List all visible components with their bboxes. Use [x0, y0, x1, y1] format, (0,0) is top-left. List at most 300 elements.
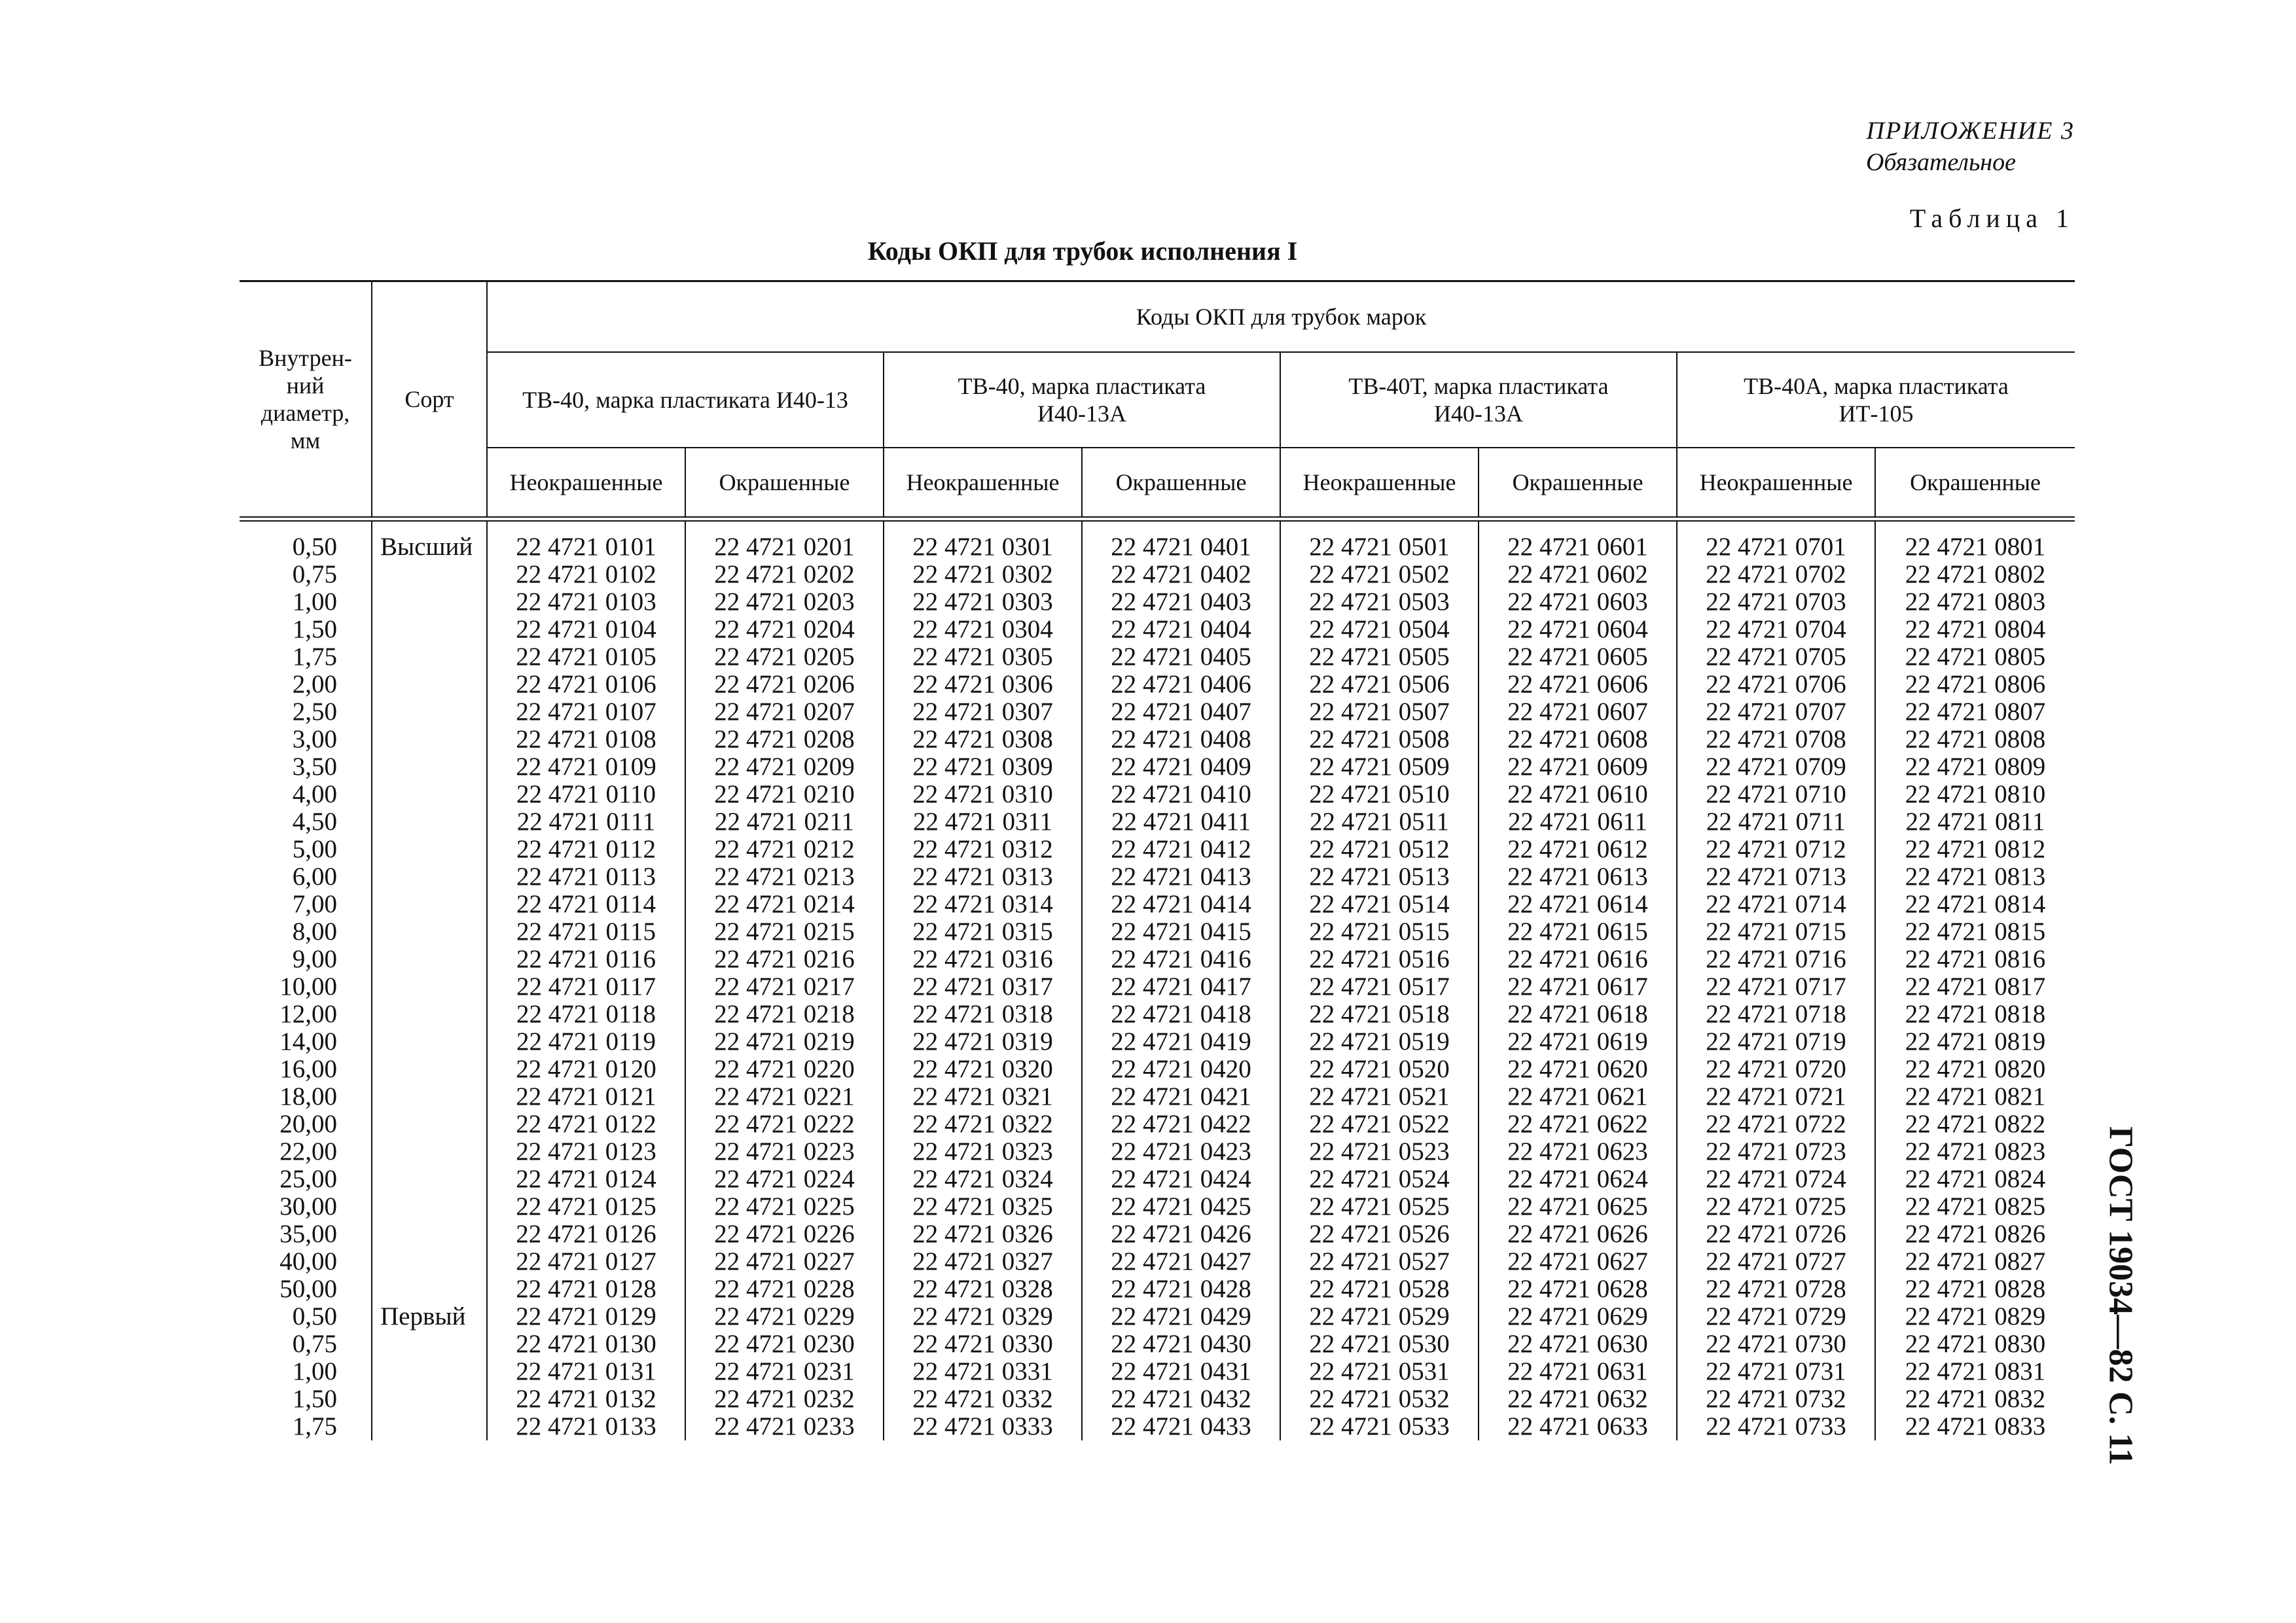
okp-code-cell: 22 4721 0230	[685, 1330, 884, 1358]
diameter-cell: 35,00	[279, 1220, 337, 1248]
table-row	[240, 891, 2075, 918]
grade-cell	[372, 1111, 487, 1138]
okp-code-cell: 22 4721 0418	[1082, 1001, 1280, 1028]
okp-code-cell: 22 4721 0701	[1677, 521, 1875, 561]
okp-code-cell: 22 4721 0630	[1479, 1330, 1677, 1358]
table-row	[240, 698, 2075, 726]
okp-code-cell: 22 4721 0720	[1677, 1056, 1875, 1083]
okp-code-cell: 22 4721 0719	[1677, 1028, 1875, 1056]
okp-code-cell: 22 4721 0424	[1082, 1166, 1280, 1193]
okp-code-cell: 22 4721 0430	[1082, 1330, 1280, 1358]
okp-code-cell: 22 4721 0710	[1677, 781, 1875, 808]
okp-code-cell: 22 4721 0429	[1082, 1303, 1280, 1330]
okp-code-cell: 22 4721 0125	[487, 1193, 685, 1221]
okp-code-cell: 22 4721 0312	[884, 836, 1082, 863]
okp-code-cell: 22 4721 0422	[1082, 1111, 1280, 1138]
diameter-cell: 12,00	[279, 1000, 337, 1028]
table-title: Коды ОКП для трубок исполнения I	[867, 236, 1298, 266]
grade-cell	[372, 1028, 487, 1056]
okp-code-cell: 22 4721 0401	[1082, 521, 1280, 561]
okp-code-cell: 22 4721 0531	[1280, 1358, 1479, 1385]
okp-code-cell: 22 4721 0118	[487, 1001, 685, 1028]
okp-code-cell: 22 4721 0110	[487, 781, 685, 808]
okp-code-cell: 22 4721 0104	[487, 616, 685, 643]
okp-code-cell: 22 4721 0521	[1280, 1083, 1479, 1111]
okp-code-cell: 22 4721 0722	[1677, 1111, 1875, 1138]
okp-code-cell: 22 4721 0515	[1280, 918, 1479, 946]
table-row	[240, 726, 2075, 753]
okp-code-cell: 22 4721 0815	[1875, 918, 2075, 946]
grade-cell	[372, 616, 487, 643]
grade-cell	[372, 698, 487, 726]
okp-code-cell: 22 4721 0621	[1479, 1083, 1677, 1111]
table-row	[240, 1330, 2075, 1358]
side-label	[2085, 1126, 2157, 1466]
okp-code-cell: 22 4721 0517	[1280, 973, 1479, 1001]
okp-code-cell: 22 4721 0733	[1677, 1413, 1875, 1440]
okp-code-cell: 22 4721 0812	[1875, 836, 2075, 863]
header-group: Коды ОКП для трубок марок	[487, 281, 2075, 353]
okp-code-cell: 22 4721 0232	[685, 1385, 884, 1413]
okp-code-cell: 22 4721 0112	[487, 836, 685, 863]
okp-code-cell: 22 4721 0227	[685, 1248, 884, 1275]
grade-cell	[372, 1193, 487, 1221]
okp-code-cell: 22 4721 0326	[884, 1221, 1082, 1248]
table-row	[240, 1083, 2075, 1111]
okp-code-cell: 22 4721 0727	[1677, 1248, 1875, 1275]
okp-code-cell: 22 4721 0206	[685, 671, 884, 698]
diameter-cell: 0,75	[292, 560, 337, 588]
okp-code-cell: 22 4721 0128	[487, 1275, 685, 1303]
okp-codes-table	[240, 280, 2075, 1440]
grade-cell	[372, 918, 487, 946]
okp-code-cell: 22 4721 0333	[884, 1413, 1082, 1440]
diameter-cell: 20,00	[279, 1110, 337, 1138]
okp-code-cell: 22 4721 0717	[1677, 973, 1875, 1001]
okp-code-cell: 22 4721 0813	[1875, 863, 2075, 891]
okp-code-cell: 22 4721 0831	[1875, 1358, 2075, 1385]
okp-code-cell: 22 4721 0320	[884, 1056, 1082, 1083]
okp-code-cell: 22 4721 0122	[487, 1111, 685, 1138]
okp-code-cell: 22 4721 0833	[1875, 1413, 2075, 1440]
okp-code-cell: 22 4721 0811	[1875, 808, 2075, 836]
table-row	[240, 1248, 2075, 1275]
okp-code-cell: 22 4721 0421	[1082, 1083, 1280, 1111]
table-header	[240, 281, 2075, 518]
okp-code-cell: 22 4721 0123	[487, 1138, 685, 1166]
diameter-cell: 50,00	[279, 1275, 337, 1303]
table-row	[240, 836, 2075, 863]
okp-code-cell: 22 4721 0628	[1479, 1275, 1677, 1303]
okp-code-cell: 22 4721 0305	[884, 643, 1082, 671]
grade-cell	[372, 1385, 487, 1413]
table-row	[240, 753, 2075, 781]
okp-code-cell: 22 4721 0802	[1875, 561, 2075, 588]
okp-code-cell: 22 4721 0629	[1479, 1303, 1677, 1330]
okp-code-cell: 22 4721 0223	[685, 1138, 884, 1166]
diameter-cell: 3,50	[292, 753, 337, 781]
okp-code-cell: 22 4721 0827	[1875, 1248, 2075, 1275]
grade-cell	[372, 1330, 487, 1358]
okp-code-cell: 22 4721 0604	[1479, 616, 1677, 643]
okp-code-cell: 22 4721 0633	[1479, 1413, 1677, 1440]
okp-code-cell: 22 4721 0310	[884, 781, 1082, 808]
okp-code-cell: 22 4721 0711	[1677, 808, 1875, 836]
okp-code-cell: 22 4721 0704	[1677, 616, 1875, 643]
okp-code-cell: 22 4721 0225	[685, 1193, 884, 1221]
okp-code-cell: 22 4721 0709	[1677, 753, 1875, 781]
grade-cell	[372, 946, 487, 973]
diameter-cell: 1,50	[292, 1385, 337, 1413]
table-row	[240, 1138, 2075, 1166]
table-row	[240, 1193, 2075, 1221]
diameter-cell: 2,00	[292, 670, 337, 698]
table-row	[240, 671, 2075, 698]
okp-code-cell: 22 4721 0610	[1479, 781, 1677, 808]
header-diameter: Внутрен- ний диаметр, мм	[240, 281, 372, 518]
okp-code-cell: 22 4721 0103	[487, 588, 685, 616]
okp-code-cell: 22 4721 0106	[487, 671, 685, 698]
okp-code-cell: 22 4721 0307	[884, 698, 1082, 726]
diameter-cell: 1,75	[292, 1412, 337, 1440]
diameter-cell: 5,00	[292, 835, 337, 863]
okp-code-cell: 22 4721 0411	[1082, 808, 1280, 836]
table-row	[240, 973, 2075, 1001]
okp-code-cell: 22 4721 0324	[884, 1166, 1082, 1193]
okp-code-cell: 22 4721 0228	[685, 1275, 884, 1303]
diameter-cell: 22,00	[279, 1137, 337, 1166]
okp-code-cell: 22 4721 0426	[1082, 1221, 1280, 1248]
grade-cell	[372, 1358, 487, 1385]
diameter-cell: 3,00	[292, 725, 337, 753]
grade-cell: Первый	[372, 1303, 487, 1330]
okp-code-cell: 22 4721 0220	[685, 1056, 884, 1083]
okp-code-cell: 22 4721 0201	[685, 521, 884, 561]
okp-code-cell: 22 4721 0302	[884, 561, 1082, 588]
okp-code-cell: 22 4721 0412	[1082, 836, 1280, 863]
grade-cell	[372, 1001, 487, 1028]
okp-code-cell: 22 4721 0129	[487, 1303, 685, 1330]
okp-code-cell: 22 4721 0821	[1875, 1083, 2075, 1111]
okp-code-cell: 22 4721 0417	[1082, 973, 1280, 1001]
okp-code-cell: 22 4721 0826	[1875, 1221, 2075, 1248]
okp-code-cell: 22 4721 0702	[1677, 561, 1875, 588]
okp-code-cell: 22 4721 0431	[1082, 1358, 1280, 1385]
okp-code-cell: 22 4721 0408	[1082, 726, 1280, 753]
table-number: Таблица 1	[1909, 204, 2075, 233]
okp-code-cell: 22 4721 0317	[884, 973, 1082, 1001]
okp-code-cell: 22 4721 0306	[884, 671, 1082, 698]
diameter-cell: 10,00	[279, 972, 337, 1001]
okp-code-cell: 22 4721 0416	[1082, 946, 1280, 973]
okp-code-cell: 22 4721 0503	[1280, 588, 1479, 616]
okp-code-cell: 22 4721 0213	[685, 863, 884, 891]
okp-code-cell: 22 4721 0713	[1677, 863, 1875, 891]
diameter-cell: 1,00	[292, 588, 337, 616]
okp-code-cell: 22 4721 0327	[884, 1248, 1082, 1275]
table-row	[240, 863, 2075, 891]
okp-code-cell: 22 4721 0131	[487, 1358, 685, 1385]
okp-code-cell: 22 4721 0116	[487, 946, 685, 973]
table-row	[240, 946, 2075, 973]
okp-code-cell: 22 4721 0321	[884, 1083, 1082, 1111]
okp-code-cell: 22 4721 0829	[1875, 1303, 2075, 1330]
okp-code-cell: 22 4721 0331	[884, 1358, 1082, 1385]
grade-cell	[372, 561, 487, 588]
okp-code-cell: 22 4721 0205	[685, 643, 884, 671]
grade-cell	[372, 808, 487, 836]
header-painted: Окрашенные	[1875, 448, 2075, 517]
header-unpainted: Неокрашенные	[884, 448, 1082, 517]
diameter-cell: 1,75	[292, 643, 337, 671]
okp-code-cell: 22 4721 0402	[1082, 561, 1280, 588]
okp-code-cell: 22 4721 0602	[1479, 561, 1677, 588]
okp-code-cell: 22 4721 0625	[1479, 1193, 1677, 1221]
grade-cell	[372, 1221, 487, 1248]
okp-code-cell: 22 4721 0127	[487, 1248, 685, 1275]
okp-code-cell: 22 4721 0814	[1875, 891, 2075, 918]
table-row	[240, 561, 2075, 588]
okp-code-cell: 22 4721 0513	[1280, 863, 1479, 891]
okp-code-cell: 22 4721 0226	[685, 1221, 884, 1248]
okp-code-cell: 22 4721 0414	[1082, 891, 1280, 918]
okp-code-cell: 22 4721 0224	[685, 1166, 884, 1193]
okp-code-cell: 22 4721 0816	[1875, 946, 2075, 973]
okp-code-cell: 22 4721 0111	[487, 808, 685, 836]
okp-code-cell: 22 4721 0529	[1280, 1303, 1479, 1330]
okp-code-cell: 22 4721 0810	[1875, 781, 2075, 808]
okp-code-cell: 22 4721 0832	[1875, 1385, 2075, 1413]
okp-code-cell: 22 4721 0432	[1082, 1385, 1280, 1413]
okp-code-cell: 22 4721 0409	[1082, 753, 1280, 781]
okp-code-cell: 22 4721 0613	[1479, 863, 1677, 891]
table-row	[240, 521, 2075, 561]
okp-code-cell: 22 4721 0124	[487, 1166, 685, 1193]
okp-code-cell: 22 4721 0215	[685, 918, 884, 946]
okp-code-cell: 22 4721 0107	[487, 698, 685, 726]
okp-code-cell: 22 4721 0615	[1479, 918, 1677, 946]
okp-code-cell: 22 4721 0410	[1082, 781, 1280, 808]
okp-code-cell: 22 4721 0202	[685, 561, 884, 588]
okp-code-cell: 22 4721 0632	[1479, 1385, 1677, 1413]
table-row	[240, 1413, 2075, 1440]
table-row	[240, 588, 2075, 616]
okp-code-cell: 22 4721 0329	[884, 1303, 1082, 1330]
okp-code-cell: 22 4721 0603	[1479, 588, 1677, 616]
okp-code-cell: 22 4721 0822	[1875, 1111, 2075, 1138]
okp-code-cell: 22 4721 0117	[487, 973, 685, 1001]
okp-code-cell: 22 4721 0706	[1677, 671, 1875, 698]
okp-code-cell: 22 4721 0115	[487, 918, 685, 946]
table-row	[240, 1221, 2075, 1248]
okp-code-cell: 22 4721 0726	[1677, 1221, 1875, 1248]
okp-code-cell: 22 4721 0114	[487, 891, 685, 918]
diameter-cell: 14,00	[279, 1027, 337, 1056]
grade-cell	[372, 1166, 487, 1193]
okp-code-cell: 22 4721 0623	[1479, 1138, 1677, 1166]
okp-code-cell: 22 4721 0420	[1082, 1056, 1280, 1083]
okp-code-cell: 22 4721 0731	[1677, 1358, 1875, 1385]
okp-code-cell: 22 4721 0624	[1479, 1166, 1677, 1193]
table-row	[240, 1028, 2075, 1056]
diameter-cell: 0,75	[292, 1330, 337, 1358]
okp-code-cell: 22 4721 0211	[685, 808, 884, 836]
okp-code-cell: 22 4721 0808	[1875, 726, 2075, 753]
okp-code-cell: 22 4721 0718	[1677, 1001, 1875, 1028]
okp-code-cell: 22 4721 0803	[1875, 588, 2075, 616]
okp-code-cell: 22 4721 0231	[685, 1358, 884, 1385]
okp-code-cell: 22 4721 0509	[1280, 753, 1479, 781]
table-row	[240, 643, 2075, 671]
okp-code-cell: 22 4721 0618	[1479, 1001, 1677, 1028]
okp-code-cell: 22 4721 0405	[1082, 643, 1280, 671]
okp-code-cell: 22 4721 0519	[1280, 1028, 1479, 1056]
okp-code-cell: 22 4721 0607	[1479, 698, 1677, 726]
okp-code-cell: 22 4721 0523	[1280, 1138, 1479, 1166]
okp-code-cell: 22 4721 0716	[1677, 946, 1875, 973]
okp-code-cell: 22 4721 0221	[685, 1083, 884, 1111]
okp-code-cell: 22 4721 0527	[1280, 1248, 1479, 1275]
okp-code-cell: 22 4721 0121	[487, 1083, 685, 1111]
okp-code-cell: 22 4721 0522	[1280, 1111, 1479, 1138]
okp-code-cell: 22 4721 0606	[1479, 671, 1677, 698]
okp-code-cell: 22 4721 0703	[1677, 588, 1875, 616]
okp-code-cell: 22 4721 0322	[884, 1111, 1082, 1138]
table-row	[240, 918, 2075, 946]
okp-code-cell: 22 4721 0510	[1280, 781, 1479, 808]
okp-code-cell: 22 4721 0830	[1875, 1330, 2075, 1358]
okp-code-cell: 22 4721 0419	[1082, 1028, 1280, 1056]
okp-code-cell: 22 4721 0817	[1875, 973, 2075, 1001]
header-unpainted: Неокрашенные	[1280, 448, 1479, 517]
okp-code-cell: 22 4721 0619	[1479, 1028, 1677, 1056]
okp-code-cell: 22 4721 0725	[1677, 1193, 1875, 1221]
okp-code-cell: 22 4721 0133	[487, 1413, 685, 1440]
okp-code-cell: 22 4721 0823	[1875, 1138, 2075, 1166]
side-label-text: ГОСТ 19034—82 С. 11	[2102, 1126, 2140, 1465]
okp-code-cell: 22 4721 0609	[1479, 753, 1677, 781]
okp-code-cell: 22 4721 0301	[884, 521, 1082, 561]
grade-cell	[372, 588, 487, 616]
header-unpainted: Неокрашенные	[487, 448, 685, 517]
okp-code-cell: 22 4721 0219	[685, 1028, 884, 1056]
okp-code-cell: 22 4721 0518	[1280, 1001, 1479, 1028]
okp-code-cell: 22 4721 0406	[1082, 671, 1280, 698]
diameter-cell: 30,00	[279, 1192, 337, 1221]
okp-code-cell: 22 4721 0218	[685, 1001, 884, 1028]
okp-code-cell: 22 4721 0105	[487, 643, 685, 671]
diameter-cell: 0,50	[292, 533, 337, 561]
grade-cell	[372, 781, 487, 808]
okp-code-cell: 22 4721 0319	[884, 1028, 1082, 1056]
diameter-cell: 1,50	[292, 615, 337, 643]
okp-code-cell: 22 4721 0433	[1082, 1413, 1280, 1440]
table-row	[240, 1166, 2075, 1193]
okp-code-cell: 22 4721 0207	[685, 698, 884, 726]
grade-cell	[372, 1275, 487, 1303]
okp-code-cell: 22 4721 0314	[884, 891, 1082, 918]
diameter-cell: 1,00	[292, 1357, 337, 1385]
okp-code-cell: 22 4721 0721	[1677, 1083, 1875, 1111]
okp-code-cell: 22 4721 0724	[1677, 1166, 1875, 1193]
okp-code-cell: 22 4721 0208	[685, 726, 884, 753]
okp-code-cell: 22 4721 0330	[884, 1330, 1082, 1358]
diameter-cell: 9,00	[292, 945, 337, 973]
okp-code-cell: 22 4721 0311	[884, 808, 1082, 836]
okp-code-cell: 22 4721 0804	[1875, 616, 2075, 643]
okp-code-cell: 22 4721 0303	[884, 588, 1082, 616]
okp-code-cell: 22 4721 0729	[1677, 1303, 1875, 1330]
okp-code-cell: 22 4721 0608	[1479, 726, 1677, 753]
okp-code-cell: 22 4721 0732	[1677, 1385, 1875, 1413]
diameter-cell: 7,00	[292, 890, 337, 918]
okp-code-cell: 22 4721 0511	[1280, 808, 1479, 836]
okp-code-cell: 22 4721 0203	[685, 588, 884, 616]
okp-code-cell: 22 4721 0403	[1082, 588, 1280, 616]
okp-code-cell: 22 4721 0109	[487, 753, 685, 781]
okp-code-cell: 22 4721 0502	[1280, 561, 1479, 588]
okp-code-cell: 22 4721 0209	[685, 753, 884, 781]
okp-code-cell: 22 4721 0325	[884, 1193, 1082, 1221]
okp-code-cell: 22 4721 0423	[1082, 1138, 1280, 1166]
okp-code-cell: 22 4721 0807	[1875, 698, 2075, 726]
okp-code-cell: 22 4721 0407	[1082, 698, 1280, 726]
grade-cell	[372, 671, 487, 698]
grade-cell	[372, 1083, 487, 1111]
diameter-cell: 0,50	[292, 1302, 337, 1330]
okp-code-cell: 22 4721 0216	[685, 946, 884, 973]
table-row	[240, 1275, 2075, 1303]
appendix-subtitle: Обязательное	[1865, 149, 2016, 176]
okp-code-cell: 22 4721 0318	[884, 1001, 1082, 1028]
okp-code-cell: 22 4721 0819	[1875, 1028, 2075, 1056]
header-painted: Окрашенные	[1082, 448, 1280, 517]
okp-code-cell: 22 4721 0512	[1280, 836, 1479, 863]
okp-code-cell: 22 4721 0119	[487, 1028, 685, 1056]
diameter-cell: 25,00	[279, 1165, 337, 1193]
table-row	[240, 1303, 2075, 1330]
appendix-title: ПРИЛОЖЕНИЕ 3	[1866, 117, 2075, 145]
okp-code-cell: 22 4721 0612	[1479, 836, 1677, 863]
okp-code-cell: 22 4721 0217	[685, 973, 884, 1001]
okp-code-cell: 22 4721 0501	[1280, 521, 1479, 561]
grade-cell: Высший	[372, 521, 487, 561]
okp-code-cell: 22 4721 0825	[1875, 1193, 2075, 1221]
header-brand-1: ТВ-40, марка пластиката И40-13	[487, 352, 884, 448]
table-row	[240, 1385, 2075, 1413]
okp-code-cell: 22 4721 0818	[1875, 1001, 2075, 1028]
header-unpainted: Неокрашенные	[1677, 448, 1875, 517]
okp-code-cell: 22 4721 0707	[1677, 698, 1875, 726]
diameter-cell: 18,00	[279, 1082, 337, 1111]
table-row	[240, 781, 2075, 808]
table-row	[240, 1001, 2075, 1028]
okp-code-cell: 22 4721 0611	[1479, 808, 1677, 836]
header-brand-3: ТВ-40Т, марка пластиката И40-13А	[1280, 352, 1677, 448]
okp-code-cell: 22 4721 0530	[1280, 1330, 1479, 1358]
okp-code-cell: 22 4721 0212	[685, 836, 884, 863]
okp-code-cell: 22 4721 0404	[1082, 616, 1280, 643]
okp-code-cell: 22 4721 0533	[1280, 1413, 1479, 1440]
table-row	[240, 1358, 2075, 1385]
okp-code-cell: 22 4721 0506	[1280, 671, 1479, 698]
okp-code-cell: 22 4721 0132	[487, 1385, 685, 1413]
table-body	[240, 521, 2075, 1440]
header-painted: Окрашенные	[685, 448, 884, 517]
okp-code-cell: 22 4721 0505	[1280, 643, 1479, 671]
okp-code-cell: 22 4721 0824	[1875, 1166, 2075, 1193]
okp-code-cell: 22 4721 0214	[685, 891, 884, 918]
